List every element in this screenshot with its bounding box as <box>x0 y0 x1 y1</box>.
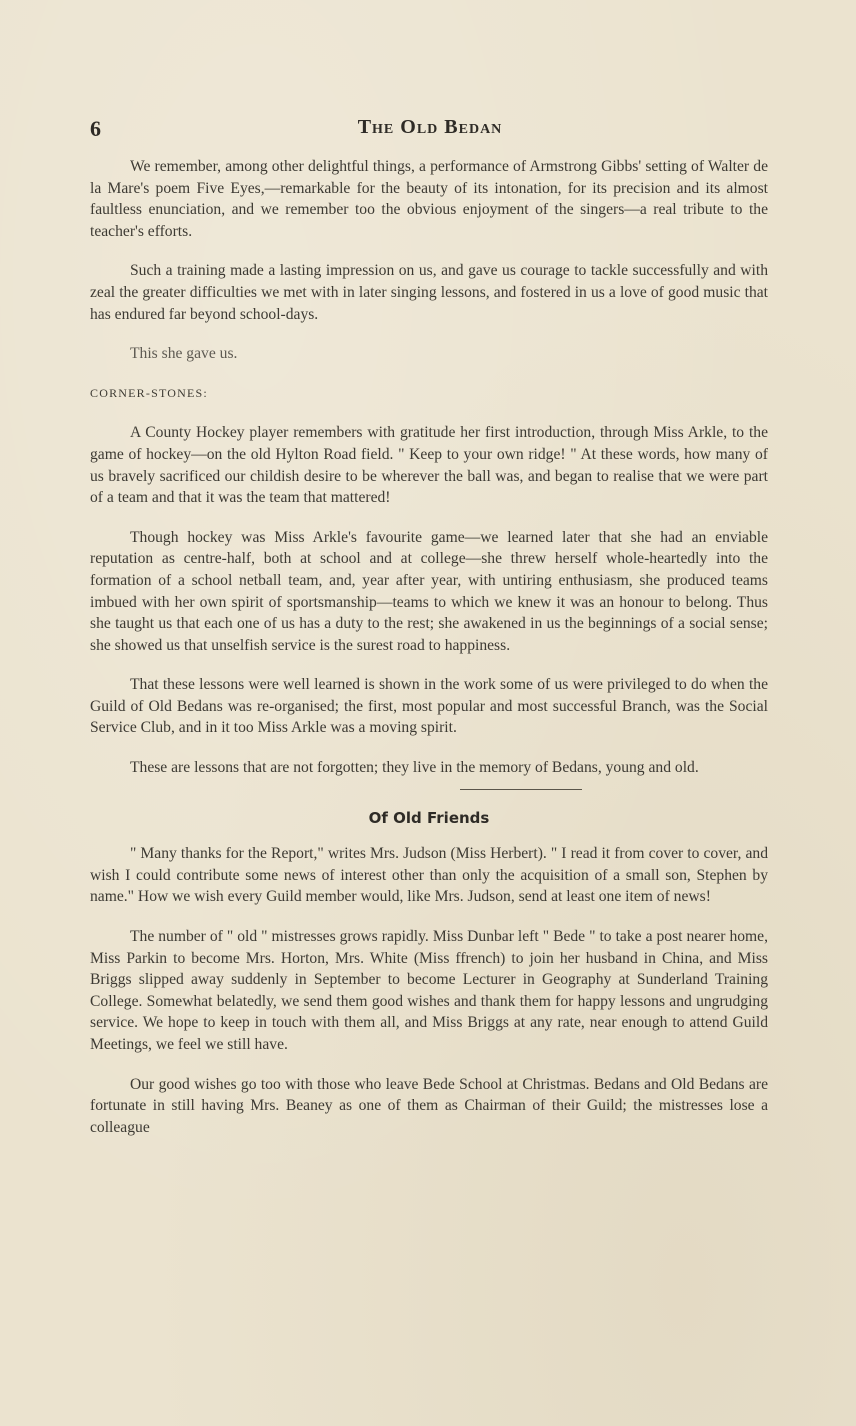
article-body <box>90 156 768 1156</box>
section-divider <box>460 789 582 790</box>
paragraph-judson: " Many thanks for the Report," writes Mrs. Judson (Miss Herbert). " I read it from cover to cover, and wish I could contribute some news of interest other than only the acquisition of a small son, Stephen by name." How we wish every Guild member would, like Mrs. Judson, send at least one item of news! <box>90 845 768 906</box>
paragraph-christmas: Our good wishes go too with those who leave Bede School at Christmas. Bedans and Old Bedans are fortunate in still having Mrs. Beaney as one of them as Chairman of their Guild; the mistresses lose a colleague <box>90 1075 768 1136</box>
section-label-corner-stones: CORNER-STONES: <box>90 385 208 400</box>
page-number: 6 <box>90 116 101 141</box>
running-title: The Old Bedan <box>357 116 503 138</box>
paragraph-guild: That these lessons were well learned is shown in the work some of us were privileged to do when the Guild of Old Bedans was re-organised; the first, most popular and most successful Branch, was the Social Service Club, and in it too Miss Arkle was a moving spirit. <box>90 676 768 737</box>
paragraph-training: Such a training made a lasting impression on us, and gave us courage to tackle successfully and with zeal the greater difficulties we met with in later singing lessons, and fostered in us a love of good music that has endured far beyond school-days. <box>90 262 768 323</box>
paragraph-hockey: A County Hockey player remembers with gratitude her first introduction, through Miss Arkle, to the game of hockey—on the old Hylton Road field. " Keep to your own ridge! " At these words, how many of us bravely sacrificed our childish desire to be wherever the ball was, and began to realise that we were part of a team and that it was the team that mattered! <box>90 424 768 507</box>
paragraph-netball: Though hockey was Miss Arkle's favourite game—we learned later that she had an enviable reputation as centre-half, both at school and at college—she threw herself whole-heartedly into the formation of a school netball team, and, year after year, with untiring enthusiasm, she produced teams imbued with her own spirit of sportsmanship—teams to which we knew it was an honour to belong. Thus she taught us that each one of us has a duty to the rest; she awakened in us the beginnings of a social sense; she showed us that unselfish service is the surest road to happiness. <box>90 528 768 654</box>
paragraph-mistresses: The number of " old " mistresses grows rapidly. Miss Dunbar left " Bede " to take a post nearer home, Miss Parkin to become Mrs. Horton, Mrs. White (Miss ffrench) to join her husband in China, and Miss Briggs slipped away suddenly in September to become Lecturer in Geography at Sunderland Training College. Somewhat belatedly, we send them good wishes and thank them for happy lessons and ungrudging service. We hope to keep in touch with them all, and Miss Briggs at any rate, near enough to attend Guild Meetings, we feel we still have. <box>90 928 768 1053</box>
paragraph-not-forgotten: These are lessons that are not forgotten; they live in the memory of Bedans, young and old. <box>130 759 699 777</box>
paragraph-this-she-gave: This she gave us. <box>130 345 238 363</box>
subheading-old-friends: Of Old Friends <box>368 808 490 827</box>
paragraph-five-eyes: We remember, among other delightful things, a performance of Armstrong Gibbs' setting of Walter de la Mare's poem Five Eyes,—remarkable for the beauty of its intonation, for its precision and its almost faultless enunciation, and we remember too the obvious enjoyment of the singers—a real tribute to the teacher's efforts. <box>90 158 768 240</box>
page-header <box>90 112 770 146</box>
